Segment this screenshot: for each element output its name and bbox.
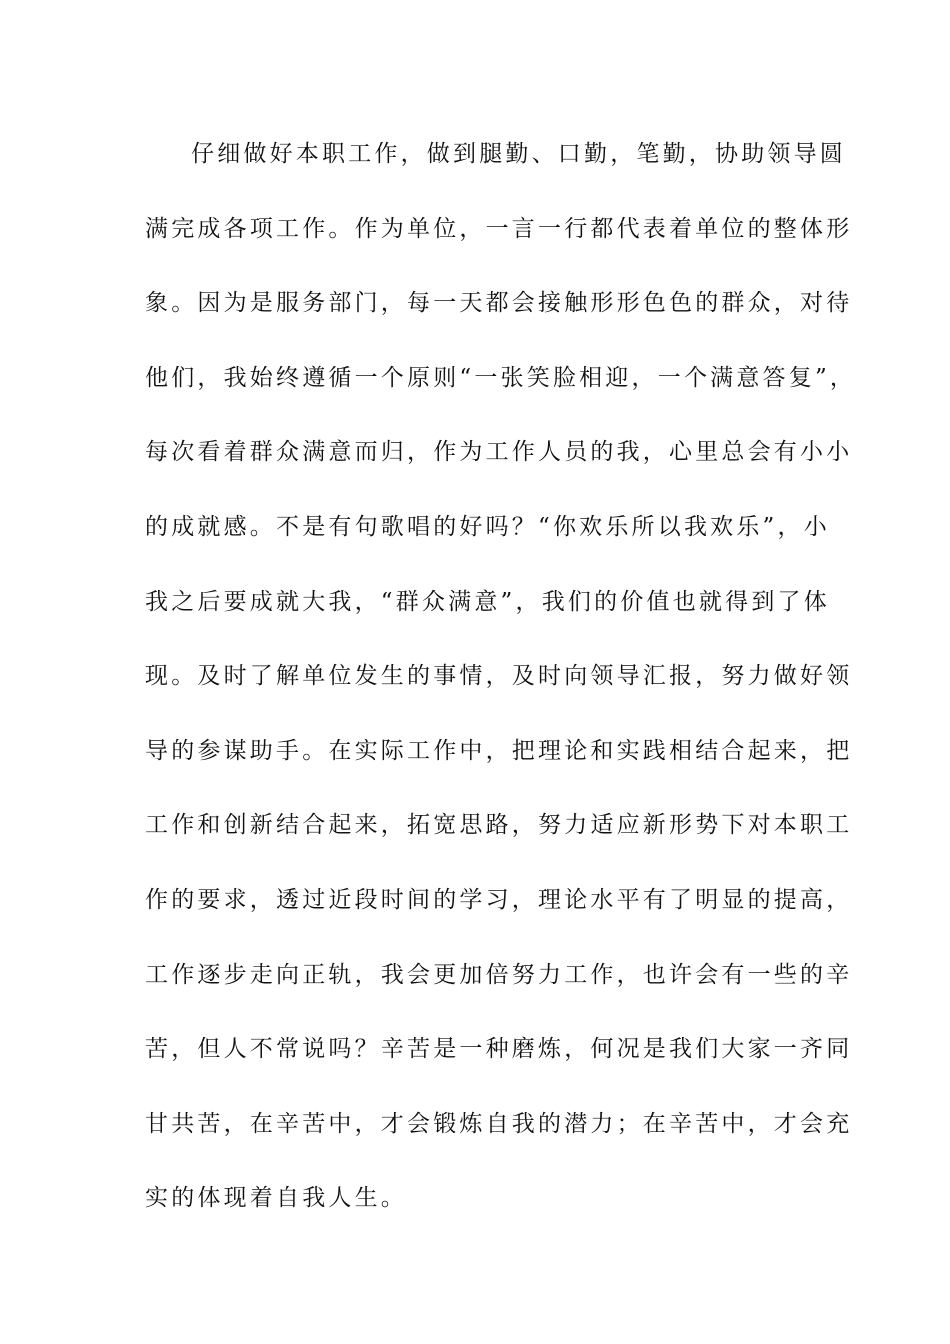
paragraph-line: 工作和创新结合起来，拓宽思路，努力适应新形势下对本职工 (145, 812, 853, 839)
paragraph-line: 甘共苦，在辛苦中，才会锻炼自我的潜力；在辛苦中，才会充 (145, 1110, 853, 1137)
paragraph-line: 现。及时了解单位发生的事情，及时向领导汇报，努力做好领 (145, 663, 853, 690)
body-paragraph (145, 134, 857, 1253)
paragraph-line: 作的要求，透过近段时间的学习，理论水平有了明显的提高， (145, 886, 853, 913)
paragraph-line: 导的参谋助手。在实际工作中，把理论和实践相结合起来，把 (145, 737, 853, 764)
paragraph-line: 工作逐步走向正轨，我会更加倍努力工作，也许会有一些的辛 (145, 961, 853, 988)
paragraph-line: 满完成各项工作。作为单位，一言一行都代表着单位的整体形 (145, 215, 853, 242)
paragraph-line: 的成就感。不是有句歌唱的好吗？“你欢乐所以我欢乐”，小 (145, 513, 830, 540)
paragraph-line: 象。因为是服务部门，每一天都会接触形形色色的群众，对待 (145, 290, 853, 317)
paragraph-line: 仔细做好本职工作，做到腿勤、口勤，笔勤，协助领导圆 (191, 141, 846, 167)
paragraph-line: 他们，我始终遵循一个原则“一张笑脸相迎，一个满意答复”， (145, 364, 857, 391)
paragraph-line: 每次看着群众满意而归，作为工作人员的我，心里总会有小小 (145, 439, 853, 466)
paragraph-line: 我之后要成就大我，“群众满意”，我们的价值也就得到了体 (145, 588, 830, 615)
paragraph-line: 实的体现着自我人生。 (145, 1185, 407, 1212)
paragraph-line: 苦，但人不常说吗？辛苦是一种磨炼，何况是我们大家一齐同 (145, 1036, 853, 1063)
